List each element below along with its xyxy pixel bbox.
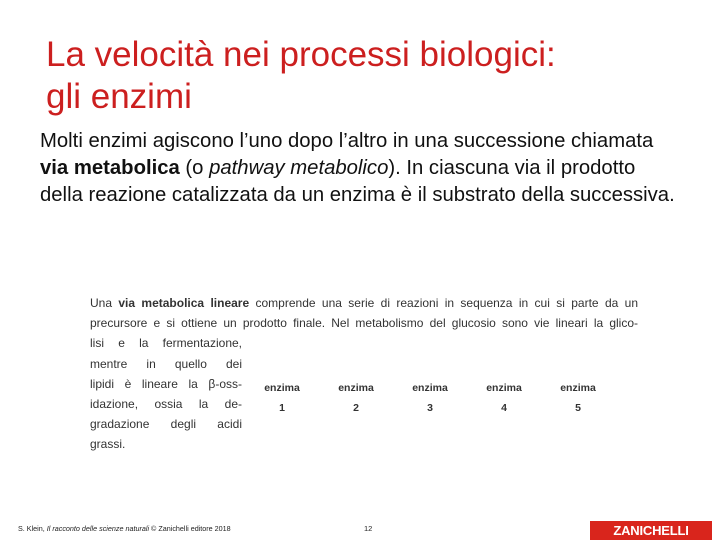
footer-credit-pre: S. Klein, (18, 524, 47, 533)
enzyme-3 (393, 378, 467, 418)
figure-text-pre: Una (90, 296, 119, 310)
figure-text-post: comprende una serie di reazioni in sequenza in cui si parte da un (249, 296, 638, 310)
figure-line-1 (90, 293, 638, 313)
enzyme-row (245, 378, 635, 418)
slide-title-line2: gli enzimi (46, 77, 192, 116)
enzyme-1 (245, 378, 319, 418)
enzyme-2 (319, 378, 393, 418)
zanichelli-logo: ZANICHELLI (590, 521, 712, 540)
page-number: 12 (364, 524, 373, 533)
figure-line-2: precursore e si ottiene un prodotto finale. Nel metabolismo del glucosio sono vie lineari la glico- (90, 316, 638, 331)
figure-line-5: lipidi è lineare la β-oss- (90, 376, 242, 391)
figure-line-8: grassi. (90, 437, 126, 452)
enzyme-number: 1 (279, 402, 285, 414)
body-text-part1: Molti enzimi agiscono l’uno dopo l’altro in una successione chiamata (40, 130, 654, 152)
enzyme-number: 5 (575, 402, 581, 414)
enzyme-label: enzima (338, 382, 374, 394)
footer-credit-post: © Zanichelli editore 2018 (149, 524, 231, 533)
body-text-part2: (o (179, 157, 210, 179)
slide-title (46, 34, 686, 118)
figure-line-3: lisi e la fermentazione, (90, 336, 242, 351)
enzyme-label: enzima (560, 382, 596, 394)
body-paragraph (40, 128, 680, 209)
figure-line-6: idazione, ossia la de- (90, 397, 242, 412)
footer-credit-book: Il racconto delle scienze naturali (46, 524, 150, 533)
body-text-italic: pathway metabolico (209, 157, 389, 179)
enzyme-number: 4 (501, 402, 507, 414)
figure-line-4: mentre in quello dei (90, 356, 242, 371)
body-text-bold: via metabolica (40, 157, 180, 179)
enzyme-label: enzima (486, 382, 522, 394)
figure-caption (90, 293, 638, 455)
enzyme-5 (541, 378, 615, 418)
enzyme-number: 2 (353, 402, 359, 414)
footer-credit (18, 524, 231, 534)
body-text-part3: ). In ciascuna via il prodotto della reazione catalizzata da un enzima è il substrato della successiva. (40, 157, 675, 206)
enzyme-number: 3 (427, 402, 433, 414)
slide-title-line1: La velocità nei processi biologici: (46, 35, 556, 74)
enzyme-label: enzima (264, 382, 300, 394)
figure-text-bold: via metabolica lineare (118, 296, 250, 310)
enzyme-label: enzima (412, 382, 448, 394)
figure-line-7: gradazione degli acidi (90, 417, 242, 432)
enzyme-4 (467, 378, 541, 418)
